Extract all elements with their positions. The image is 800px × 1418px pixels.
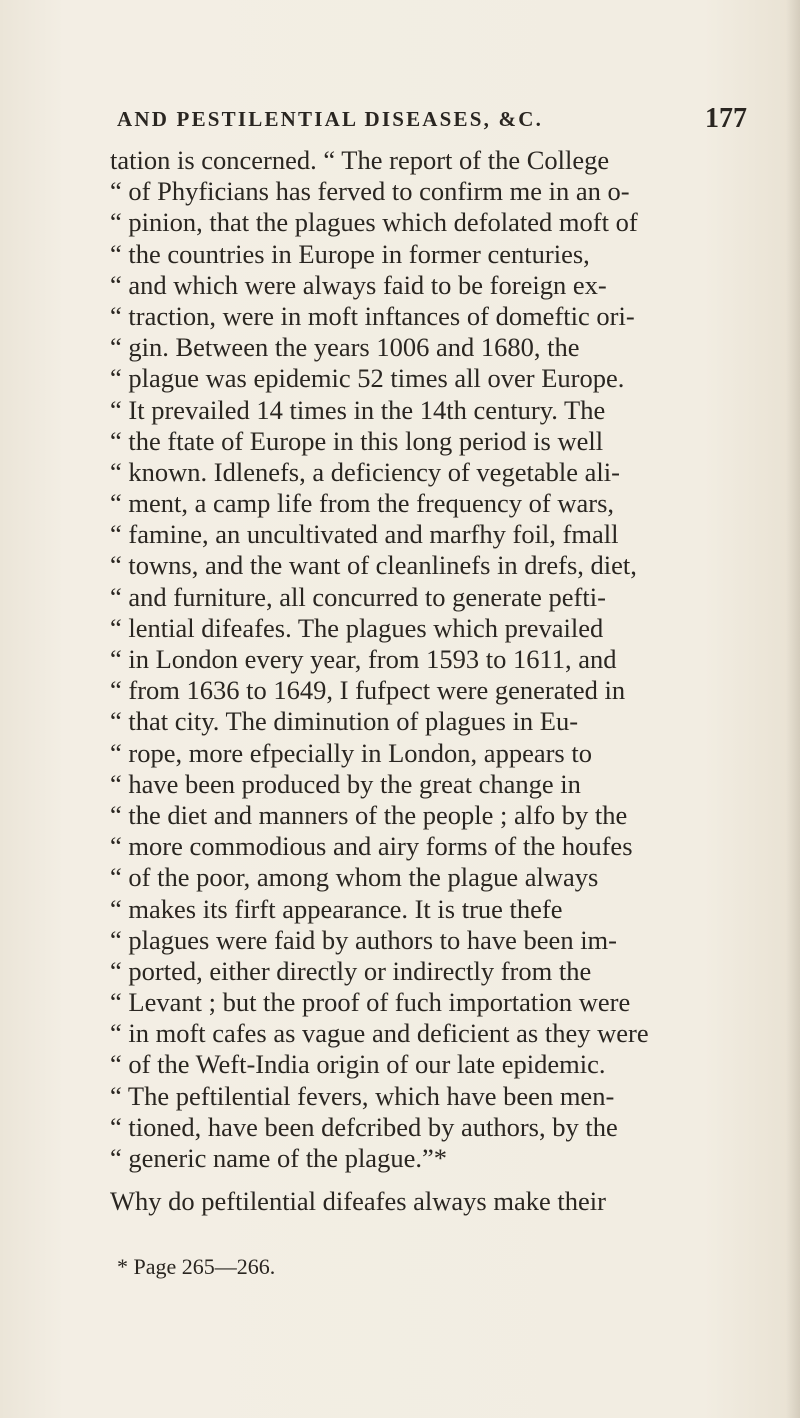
text-line: “ ported, either directly or indirectly from the bbox=[110, 955, 592, 986]
text-line: “ plague was epidemic 52 times all over Europe. bbox=[110, 363, 625, 394]
text-line: “ the diet and manners of the people ; alfo by the bbox=[110, 799, 628, 830]
text-line: “ towns, and the want of cleanlinefs in drefs, diet, bbox=[110, 550, 637, 581]
text-line: “ lential difeafes. The plagues which prevailed bbox=[110, 612, 604, 643]
paragraph-gap bbox=[110, 1174, 750, 1186]
text-line: “ It prevailed 14 times in the 14th century. The bbox=[110, 394, 606, 425]
text-line: “ traction, were in moft inftances of domeftic ori- bbox=[110, 300, 635, 331]
text-line: “ that city. The diminution of plagues in Eu- bbox=[110, 706, 579, 737]
text-line: “ The peftilential fevers, which have been men- bbox=[110, 1080, 615, 1111]
text-line: “ rope, more efpecially in London, appears to bbox=[110, 737, 592, 768]
text-line: “ of Phyficians has ferved to confirm me in an o- bbox=[110, 176, 630, 207]
text-line: “ the ftate of Europe in this long period is well bbox=[110, 425, 604, 456]
text-line: “ Levant ; but the proof of fuch importation were bbox=[110, 987, 631, 1018]
text-line: “ in moft cafes as vague and deficient as they were bbox=[110, 1018, 649, 1049]
text-line: “ ment, a camp life from the frequency of wars, bbox=[110, 488, 615, 519]
text-line: “ and which were always faid to be foreign ex- bbox=[110, 269, 607, 300]
text-line: “ in London every year, from 1593 to 1611, and bbox=[110, 644, 617, 674]
body-text bbox=[110, 145, 750, 1217]
text-line: tation is concerned. “ The report of the College bbox=[110, 145, 610, 175]
text-line: “ of the poor, among whom the plague always bbox=[110, 862, 599, 893]
text-line: “ makes its firft appearance. It is true thefe bbox=[110, 893, 563, 924]
text-line: “ generic name of the plague.”* bbox=[110, 1143, 447, 1173]
text-line: “ more commodious and airy forms of the houfes bbox=[110, 831, 633, 862]
paragraph-start-line: Why do peftilential difeafes always make their bbox=[110, 1186, 606, 1217]
text-line: “ and furniture, all concurred to generate pefti- bbox=[110, 581, 606, 612]
text-line: “ plagues were faid by authors to have been im- bbox=[110, 924, 617, 955]
text-line: “ of the Weft-India origin of our late epidemic. bbox=[110, 1049, 606, 1080]
text-line: “ tioned, have been defcribed by authors, by the bbox=[110, 1111, 618, 1142]
page-number: 177 bbox=[705, 103, 747, 134]
text-line: “ pinion, that the plagues which defolated moft of bbox=[110, 207, 638, 238]
page-edge-shadow bbox=[786, 0, 800, 1418]
text-line: “ from 1636 to 1649, I fufpect were generated in bbox=[110, 675, 626, 706]
footnote: * Page 265—266. bbox=[117, 1254, 276, 1279]
text-line: “ have been produced by the great change in bbox=[110, 768, 581, 799]
text-line: “ known. Idlenefs, a deficiency of vegetable ali- bbox=[110, 456, 620, 487]
text-line: “ famine, an uncultivated and marfhy foil, fmall bbox=[110, 519, 619, 550]
text-line: “ gin. Between the years 1006 and 1680, the bbox=[110, 332, 580, 363]
text-line: “ the countries in Europe in former centuries, bbox=[110, 238, 590, 269]
running-head: AND PESTILENTIAL DISEASES, &C. bbox=[117, 107, 544, 131]
page-header bbox=[117, 103, 747, 143]
